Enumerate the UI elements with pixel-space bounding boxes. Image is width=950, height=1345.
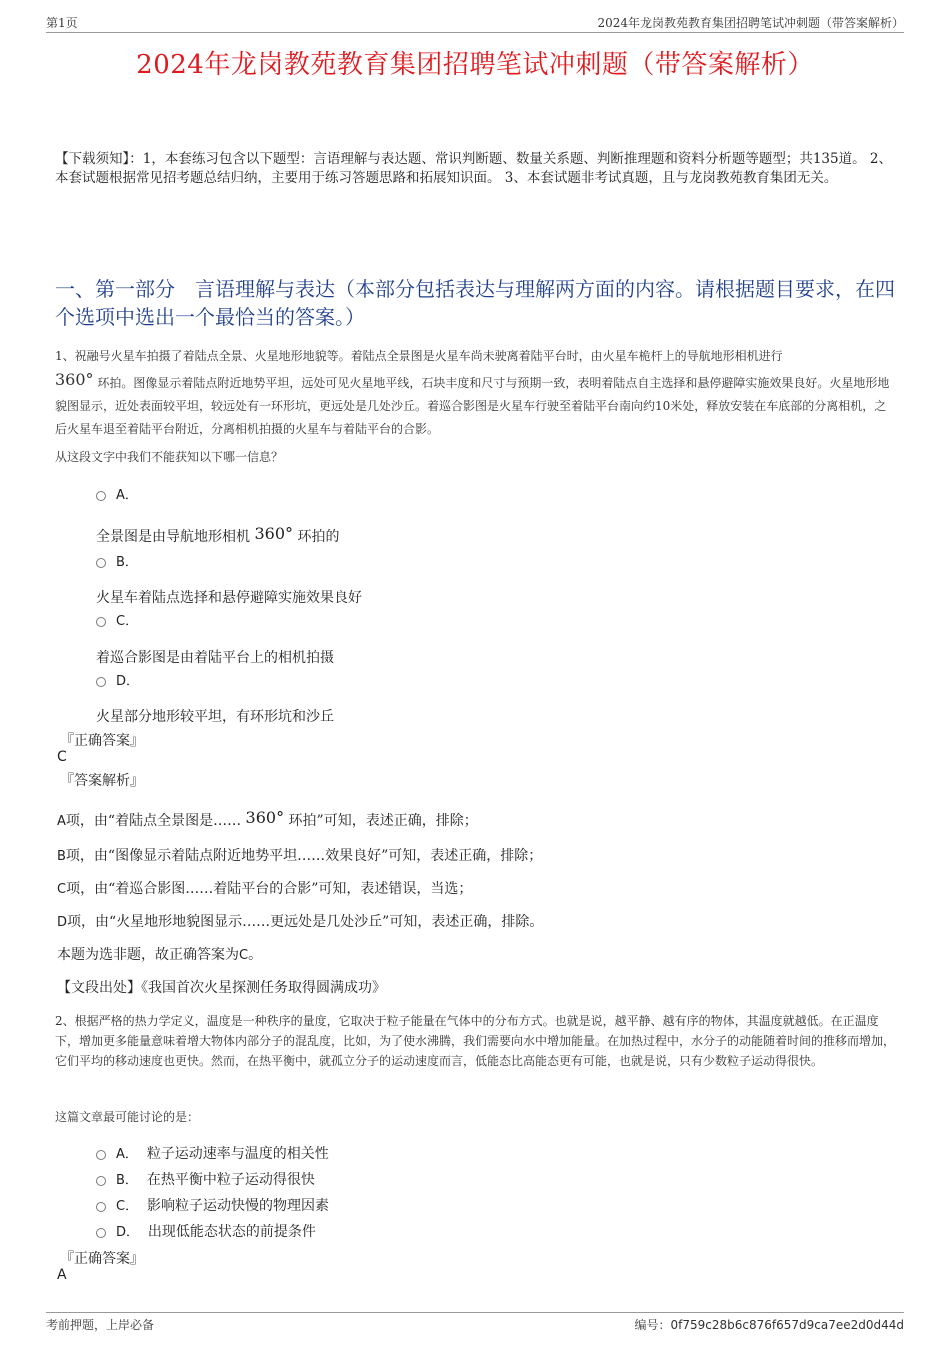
q1-option-c-text: 着巡合影图是由着陆平台上的相机拍摄 bbox=[96, 650, 334, 666]
radio-button[interactable] bbox=[96, 558, 106, 568]
q2-option-b[interactable]: B． 在热平衡中粒子运动得很快 bbox=[96, 1169, 315, 1189]
q1-conclusion: 本题为选非题，故正确答案为C。 bbox=[57, 947, 263, 963]
q1-source: 【文段出处】《我国首次火星探测任务取得圆满成功》 bbox=[57, 980, 386, 996]
radio-button[interactable] bbox=[96, 1176, 106, 1186]
page-header bbox=[46, 14, 904, 33]
q1-analysis-label: 『答案解析』 bbox=[60, 773, 144, 789]
document-title: 2024年龙岗教苑教育集团招聘笔试冲刺题（带答案解析） bbox=[136, 50, 814, 80]
footer-slogan: 考前押题，上岸必备 bbox=[46, 1318, 155, 1332]
page-number: 第1页 bbox=[46, 16, 78, 30]
radio-button[interactable] bbox=[96, 677, 106, 687]
q2-option-d[interactable]: D． 出现低能态状态的前提条件 bbox=[96, 1221, 316, 1241]
degree-symbol: 360° bbox=[55, 370, 94, 389]
q1-question: 从这段文字中我们不能获知以下哪一信息？ bbox=[55, 450, 284, 464]
page-footer bbox=[46, 1312, 904, 1332]
q1-analysis-d: D项，由“火星地形地貌图显示……更远处是几处沙丘”可知，表述正确，排除。 bbox=[57, 914, 544, 930]
q2-option-c[interactable]: C． 影响粒子运动快慢的物理因素 bbox=[96, 1195, 329, 1215]
q1-analysis-c: C项，由“着巡合影图……着陆平台的合影”可知，表述错误，当选； bbox=[57, 881, 473, 897]
radio-button[interactable] bbox=[96, 491, 106, 501]
section-heading: 一、第一部分 言语理解与表达（本部分包括表达与理解两方面的内容。请根据题目要求，在四个选项中选出一个最恰当的答案。） bbox=[55, 277, 895, 329]
q1-option-c[interactable]: C． bbox=[96, 610, 138, 629]
radio-button[interactable] bbox=[96, 1150, 106, 1160]
q1-option-b[interactable]: B． bbox=[96, 551, 138, 570]
q2-answer: A bbox=[57, 1267, 67, 1283]
q2-passage: 2、根据严格的热力学定义，温度是一种秩序的量度，它取决于粒子能量在气体中的分布方式。也就是说，越平静、越有序的物体，其温度就越低。在正温度下，增加更多能量意味着增大物体内部分子的混乱度，比如，为了使水沸腾，我们需要向水中增加能量。在加热过程中，水分子的动能随着时间的推移而增加，它们平均的移动速度也更快。然而，在热平衡中，就孤立分子的运动速度而言，低能态比高能态更有可能，也就是说，只有少数粒子运动得很快。 bbox=[55, 1014, 896, 1068]
q1-option-a[interactable]: A． bbox=[96, 484, 138, 503]
q2-question: 这篇文章最可能讨论的是： bbox=[55, 1110, 200, 1124]
q1-answer: C bbox=[57, 749, 67, 765]
q1-answer-label: 『正确答案』 bbox=[60, 733, 144, 749]
q1-option-b-text: 火星车着陆点选择和悬停避障实施效果良好 bbox=[96, 590, 362, 606]
q1-analysis-b: B项，由“图像显示着陆点附近地势平坦……效果良好”可知，表述正确，排除； bbox=[57, 848, 543, 864]
download-notice: 【下载须知】：1，本套练习包含以下题型：言语理解与表达题、常识判断题、数量关系题、判断推理题和资料分析题等题型；共135道。 2、本套试题根据常见招考题总结归纳，主要用于练习答题思路和拓展知识面。 3、本套试题非考试真题，且与龙岗教苑教育集团无关。 bbox=[55, 151, 892, 186]
q1-analysis-a: A项，由“着陆点全景图是…… 360° 环拍”可知，表述正确，排除； bbox=[57, 808, 478, 829]
q2-answer-label: 『正确答案』 bbox=[60, 1251, 144, 1267]
header-doc-title: 2024年龙岗教苑教育集团招聘笔试冲刺题（带答案解析） bbox=[597, 16, 904, 30]
q1-option-d-text: 火星部分地形较平坦，有环形坑和沙丘 bbox=[96, 709, 334, 725]
footer-code: 编号：0f759c28b6c876f657d9ca7ee2d0d44d bbox=[634, 1318, 904, 1332]
radio-button[interactable] bbox=[96, 1202, 106, 1212]
q1-option-d[interactable]: D． bbox=[96, 670, 139, 689]
radio-button[interactable] bbox=[96, 617, 106, 627]
q2-option-a[interactable]: A． 粒子运动速率与温度的相关性 bbox=[96, 1143, 329, 1163]
q1-option-a-text: 全景图是由导航地形相机 360° 环拍的 bbox=[96, 524, 340, 545]
q1-passage: 1、祝融号火星车拍摄了着陆点全景、火星地形地貌等。着陆点全景图是火星车尚未驶离着陆平台时，由火星车桅杆上的导航地形相机进行 360° 环拍。图像显示着陆点附近地势平坦，远处可见火星地平线，石块丰度和尺寸与预期一致，表明着陆点自主选择和悬停避障实施效果良好。火星地形地貌图显示，近处表面较平坦，较远处有一环形坑，更远处是几处沙丘。着巡合影图是火星车行驶至着陆平台南向约10米处，释放安装在车底部的分离相机，之后火星车退至着陆平台附近，分离相机拍摄的火星车与着陆平台的合影。 bbox=[55, 349, 890, 436]
radio-button[interactable] bbox=[96, 1228, 106, 1238]
